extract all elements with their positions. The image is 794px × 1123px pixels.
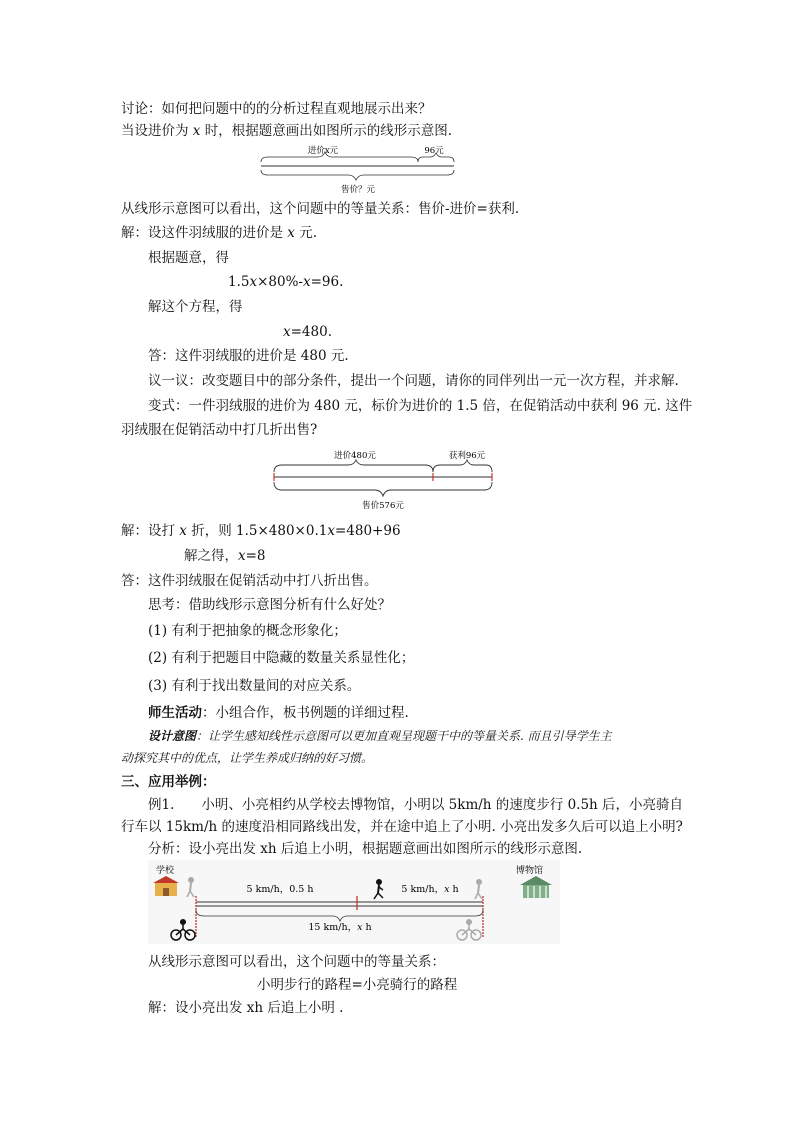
design-line-2: 动探究其中的优点，让学生养成归纳的好习惯。	[121, 751, 374, 765]
observe-line: 从线形示意图可以看出，这个问题中的等量关系：售价-进价=获利.	[121, 201, 520, 217]
sol2-a: 解：设打	[121, 523, 180, 539]
segment-1-label: 5 km/h，0.5 h	[246, 884, 314, 895]
point-3: (3) 有利于找出数量间的对应关系。	[148, 678, 361, 694]
sol2-d: 解之得，	[184, 548, 238, 564]
eq1-variable-2: x	[303, 274, 311, 290]
sol2-var: x	[179, 523, 187, 539]
assume-text-a: 当设进价为	[121, 123, 193, 139]
sol2-var-3: x	[238, 548, 246, 564]
segment-2-label: 5 km/h，x h	[401, 884, 459, 895]
diagram1-price-label: 售价？元	[340, 185, 376, 195]
eq1-variable: x	[249, 274, 258, 290]
line-diagram-2	[270, 446, 502, 514]
variable-x: x	[192, 123, 201, 139]
point-1: (1) 有利于把抽象的概念形象化；	[148, 623, 347, 639]
design-line-1	[148, 727, 612, 745]
diagram1-price-brace	[261, 170, 454, 180]
diagram2-price-brace	[274, 482, 492, 496]
solution-2-line	[121, 522, 401, 540]
eq2-variable: x	[283, 324, 291, 340]
solution-2-result	[184, 547, 266, 565]
line-diagram-3	[148, 860, 560, 944]
sol2-c: =480+96	[334, 523, 401, 539]
school-label: 学校	[156, 866, 175, 876]
diagram2-price-label: 售价576元	[362, 501, 404, 511]
activity-line	[148, 704, 409, 722]
eq1-part-a: 1.5	[228, 274, 250, 290]
think-line: 思考：借助线形示意图分析有什么好处？	[148, 597, 391, 613]
diagram2-cost-brace	[274, 460, 433, 472]
answer-1: 答：这件羽绒服的进价是 480 元.	[148, 348, 349, 364]
variant-line-2: 羽绒服在促销活动中打几折出售?	[121, 422, 318, 438]
activity-label: 师生活动	[148, 705, 202, 721]
solution-line	[121, 224, 317, 242]
activity-text: ：小组合作，板书例题的详细过程.	[202, 705, 409, 721]
assume-line	[121, 122, 452, 140]
eq1-part-b: ×80%-	[257, 274, 303, 290]
eq2-value: =480.	[290, 324, 332, 340]
variable-x: x	[287, 225, 295, 241]
example-1-line-2: 行车以 15km/h 的速度沿相同路线出发，并在途中追上了小明. 小亮出发多久后可以追上小明?	[121, 819, 683, 835]
solution-unit: 元.	[294, 225, 318, 241]
section-heading: 三、应用举例：	[121, 774, 216, 790]
sol2-e: =8	[245, 548, 266, 564]
equation-2	[283, 323, 332, 341]
diagram2-cost-label: 进价480元	[334, 451, 376, 461]
diagram1-cost-label: 进价x元	[307, 146, 339, 156]
point-2: (2) 有利于把题目中隐藏的数量关系显性化；	[148, 650, 415, 666]
solve-line: 解这个方程，得	[148, 299, 243, 315]
equation-1	[228, 273, 343, 291]
example-1-line-1: 例1. 小明、小亮相约从学校去博物馆，小明以 5km/h 的速度步行 0.5h 后，小亮骑自	[148, 797, 684, 813]
discuss-line: 讨论：如何把问题中的的分析过程直观地展示出来？	[121, 101, 432, 117]
answer-2: 答：这件羽绒服在促销活动中打八折出售。	[121, 573, 378, 589]
diagram2-profit-label: 获利96元	[448, 451, 486, 461]
variant-line-1: 变式：一件羽绒服的进价为 480 元，标价为进价的 1.5 倍，在促销活动中获利 96 元. 这件	[148, 398, 693, 414]
sol2-b: 折，则 1.5×480×0.1	[186, 523, 328, 539]
eq1-part-c: =96.	[310, 274, 344, 290]
sol2-var-2: x	[327, 523, 335, 539]
diagram1-profit-label: 96元	[424, 146, 444, 156]
diagram1-cost-brace	[261, 152, 418, 162]
assume-text-b: 时，根据题意画出如图所示的线形示意图.	[200, 123, 453, 139]
solution-3-line: 解：设小亮出发 xh 后追上小明 .	[148, 1000, 344, 1016]
by-meaning-line: 根据题意，得	[148, 250, 229, 266]
museum-label: 博物馆	[516, 866, 544, 876]
relation-line: 小明步行的路程=小亮骑行的路程	[257, 977, 458, 993]
design-text: ：让学生感知线性示意图可以更加直观呈现题干中的等量关系. 而且引导学生主	[196, 729, 612, 743]
solution-text: 解：设这件羽绒服的进价是	[121, 225, 288, 241]
ride-label: 15 km/h，x h	[308, 922, 372, 933]
discuss-2: 议一议：改变题目中的部分条件，提出一个问题，请你的同伴列出一元一次方程，并求解.	[148, 373, 679, 389]
line-diagram-1	[258, 142, 458, 198]
analysis-line: 分析：设小亮出发 xh 后追上小明，根据题意画出如图所示的线形示意图.	[148, 841, 583, 857]
diagram2-profit-brace	[433, 460, 492, 472]
observe-2-line: 从线形示意图可以看出，这个问题中的等量关系：	[148, 954, 445, 970]
design-label: 设计意图	[148, 729, 197, 743]
